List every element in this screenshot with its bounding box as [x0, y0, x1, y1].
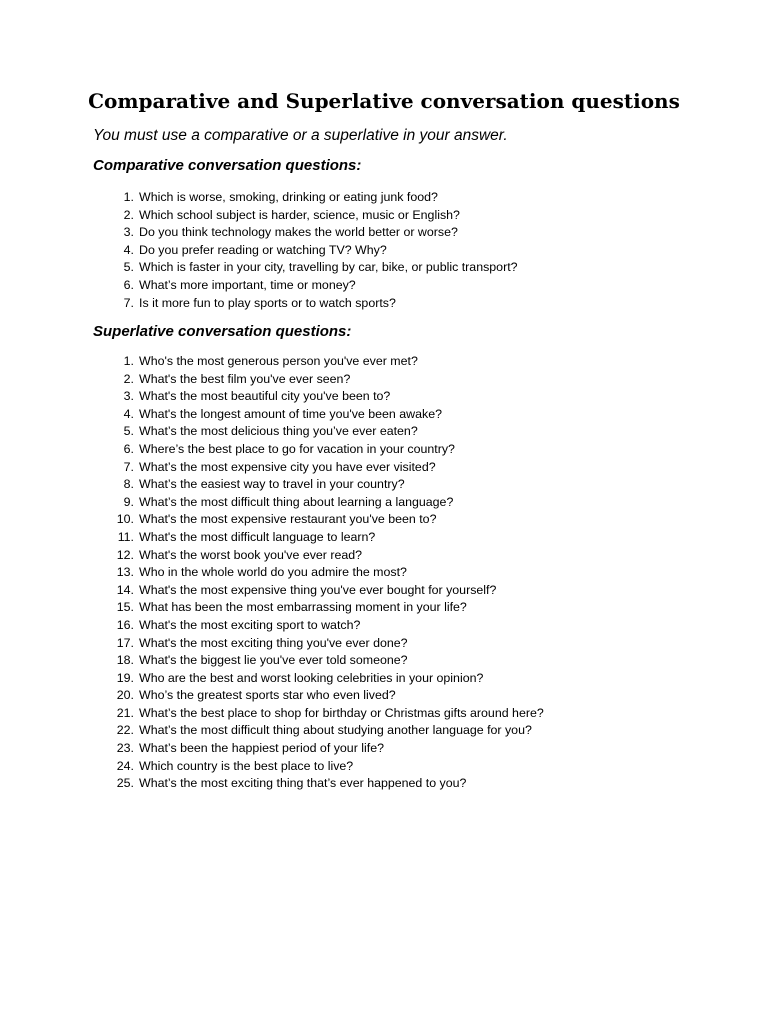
- question-number: 18.: [116, 653, 134, 668]
- question-text: Who’s the greatest sports star who even lived?: [139, 688, 396, 703]
- question-number: 16.: [116, 617, 134, 632]
- question-text: What’s been the happiest period of your life?: [139, 741, 384, 756]
- question-number: 7.: [123, 295, 134, 310]
- page-title: Comparative and Superlative conversation questions: [88, 89, 680, 113]
- question-number: 10.: [116, 512, 134, 527]
- question-number: 15.: [116, 600, 134, 615]
- question-text: What's the most expensive restaurant you've been to?: [139, 512, 437, 527]
- question-text: What's the most exciting thing you've ever done?: [139, 635, 408, 650]
- question-text: What’s the most delicious thing you’ve ever eaten?: [139, 424, 418, 439]
- question-number: 21.: [116, 705, 134, 720]
- question-text: Which is faster in your city, travelling by car, bike, or public transport?: [139, 260, 518, 275]
- question-number: 19.: [116, 670, 134, 685]
- question-text: Who are the best and worst looking celebrities in your opinion?: [139, 670, 484, 685]
- question-text: Where’s the best place to go for vacation in your country?: [139, 441, 455, 456]
- question-text: Who's the most generous person you've ever met?: [139, 354, 418, 368]
- question-number: 1.: [123, 354, 134, 368]
- question-number: 13.: [116, 565, 134, 580]
- question-text: Do you prefer reading or watching TV? Why?: [139, 242, 387, 257]
- question-text: Is it more fun to play sports or to watch sports?: [139, 295, 396, 310]
- question-number: 7.: [123, 459, 134, 474]
- question-number: 6.: [123, 441, 134, 456]
- question-number: 3.: [123, 225, 134, 240]
- question-text: What’s the best place to shop for birthday or Christmas gifts around here?: [139, 705, 544, 720]
- question-text: What’s the most expensive city you have ever visited?: [139, 459, 436, 474]
- question-text: What's the worst book you've ever read?: [139, 547, 363, 562]
- question-number: 1.: [123, 190, 134, 204]
- question-text: What’s the most difficult thing about studying another language for you?: [139, 723, 532, 738]
- question-number: 24.: [116, 758, 134, 773]
- question-number: 3.: [123, 389, 134, 404]
- question-text: What's the most expensive thing you've ever bought for yourself?: [139, 582, 497, 597]
- question-number: 4.: [123, 406, 134, 421]
- question-text: What's the longest amount of time you've been awake?: [139, 406, 442, 421]
- question-text: Which is worse, smoking, drinking or eating junk food?: [139, 190, 438, 204]
- question-text: What's the most exciting sport to watch?: [139, 617, 361, 632]
- question-text: What's the best film you've ever seen?: [139, 371, 351, 386]
- instruction-text: You must use a comparative or a superlative in your answer.: [93, 127, 508, 144]
- question-text: Which school subject is harder, science, music or English?: [139, 207, 460, 222]
- question-number: 9.: [123, 494, 134, 509]
- question-text: What's the most difficult language to learn?: [139, 529, 376, 544]
- question-text: Which country is the best place to live?: [139, 758, 354, 773]
- question-number: 23.: [116, 741, 134, 756]
- question-text: What has been the most embarrassing moment in your life?: [139, 600, 467, 615]
- question-text: What’s the most difficult thing about learning a language?: [139, 494, 454, 509]
- question-number: 25.: [116, 776, 134, 791]
- superlative-heading: Superlative conversation questions:: [93, 323, 352, 340]
- question-number: 22.: [116, 723, 134, 738]
- question-text: Do you think technology makes the world better or worse?: [139, 225, 458, 240]
- question-text: Who in the whole world do you admire the most?: [139, 565, 407, 580]
- question-number: 2.: [123, 371, 134, 386]
- comparative-heading: Comparative conversation questions:: [93, 157, 362, 174]
- question-text: What’s the most exciting thing that’s ever happened to you?: [139, 776, 467, 791]
- question-number: 5.: [123, 424, 134, 439]
- question-number: 5.: [123, 260, 134, 275]
- question-number: 12.: [116, 547, 134, 562]
- question-text: What's the biggest lie you've ever told someone?: [139, 653, 408, 668]
- question-number: 14.: [116, 582, 134, 597]
- question-text: What's the most beautiful city you've been to?: [139, 389, 391, 404]
- question-number: 4.: [123, 242, 134, 257]
- question-number: 20.: [116, 688, 134, 703]
- question-number: 6.: [123, 277, 134, 292]
- question-text: What’s the easiest way to travel in your country?: [139, 477, 405, 492]
- question-text: What’s more important, time or money?: [139, 277, 356, 292]
- question-number: 8.: [123, 477, 134, 492]
- question-number: 2.: [123, 207, 134, 222]
- question-number: 11.: [117, 529, 134, 544]
- question-number: 17.: [116, 635, 134, 650]
